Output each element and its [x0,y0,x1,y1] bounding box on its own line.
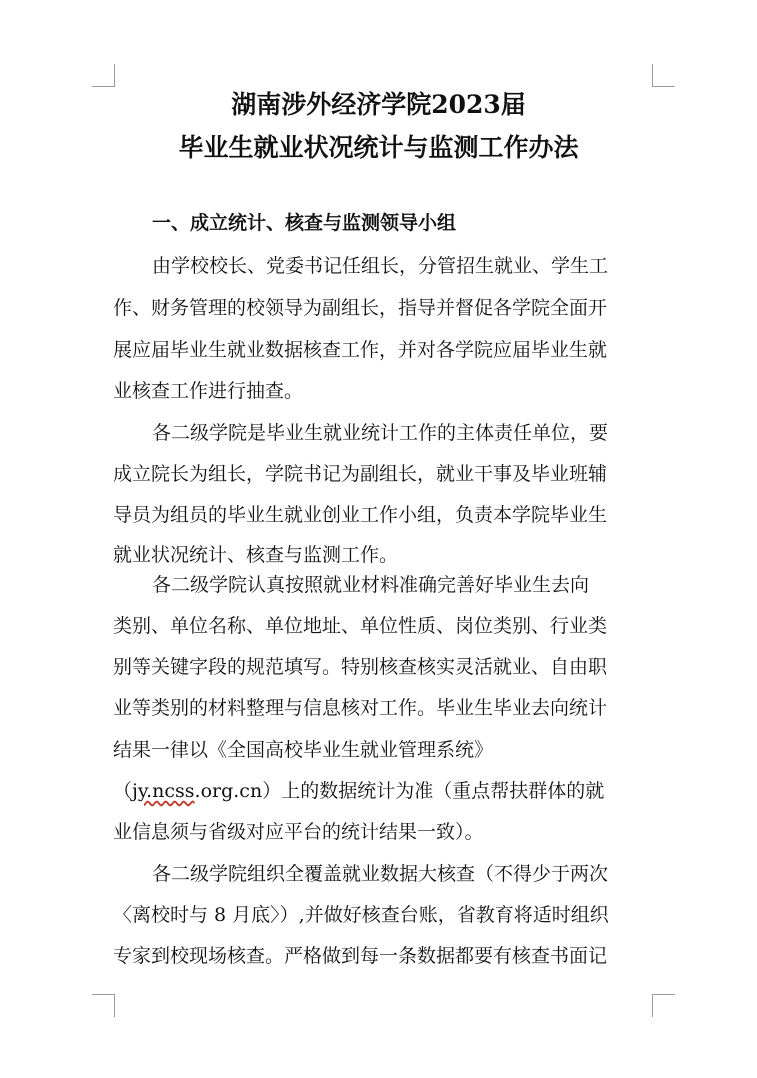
website-link[interactable]: jy.ncss [132,780,195,802]
paragraph-line-with-link [113,778,604,804]
crop-mark-bottom-right [652,994,675,1017]
paragraph-line: 业核查工作进行抽查。 [113,380,304,402]
paragraph-line: 由学校校长、党委书记任组长，分管招生就业、学生工 [152,255,609,277]
paragraph-text: .org.cn）上的数据统计为准（重点帮扶群体的就 [194,780,605,802]
document-title-line1: 湖南涉外经济学院2023届 [231,90,526,119]
paren-open: （ [113,780,133,802]
document-title-line2: 毕业生就业状况统计与监测工作办法 [178,133,579,162]
paragraph-line: 各二级学院是毕业生就业统计工作的主体责任单位，要 [152,422,609,444]
crop-mark-bottom-left [92,994,115,1017]
paragraph-line: 业等类别的材料整理与信息核对工作。毕业生毕业去向统计 [113,697,608,719]
crop-mark-top-right [652,64,675,87]
paragraph-line: 导员为组员的毕业生就业创业工作小组，负责本学院毕业生 [113,504,608,526]
paragraph-line: 各二级学院组织全覆盖就业数据大核查（不得少于两次 [152,863,609,885]
paragraph-line: 别等关键字段的规范填写。特别核查核实灵活就业、自由职 [113,656,608,678]
paragraph-line: 专家到校现场核查。严格做到每一条数据都要有核查书面记 [113,945,608,967]
paragraph-line: 结果一律以《全国高校毕业生就业管理系统》 [113,739,494,761]
paragraph-line: 业信息须与省级对应平台的统计结果一致）。 [113,821,484,843]
paragraph-line: 各二级学院认真按照就业材料准确完善好毕业生去向 [152,574,590,596]
paragraph-line: 展应届毕业生就业数据核查工作，并对各学院应届毕业生就 [113,339,608,361]
paragraph-line: 〈离校时与 8 月底〉）,并做好核查台账，省教育将适时组织 [113,904,609,926]
crop-mark-top-left [92,64,115,87]
paragraph-line: 作、财务管理的校领导为副组长，指导并督促各学院全面开 [113,297,608,319]
paragraph-line: 类别、单位名称、单位地址、单位性质、岗位类别、行业类 [113,615,608,637]
paragraph-line: 成立院长为组长，学院书记为副组长，就业干事及毕业班辅 [113,463,608,485]
section-heading: 一、成立统计、核查与监测领导小组 [152,212,457,234]
paragraph-line: 就业状况统计、核查与监测工作。 [113,544,399,566]
